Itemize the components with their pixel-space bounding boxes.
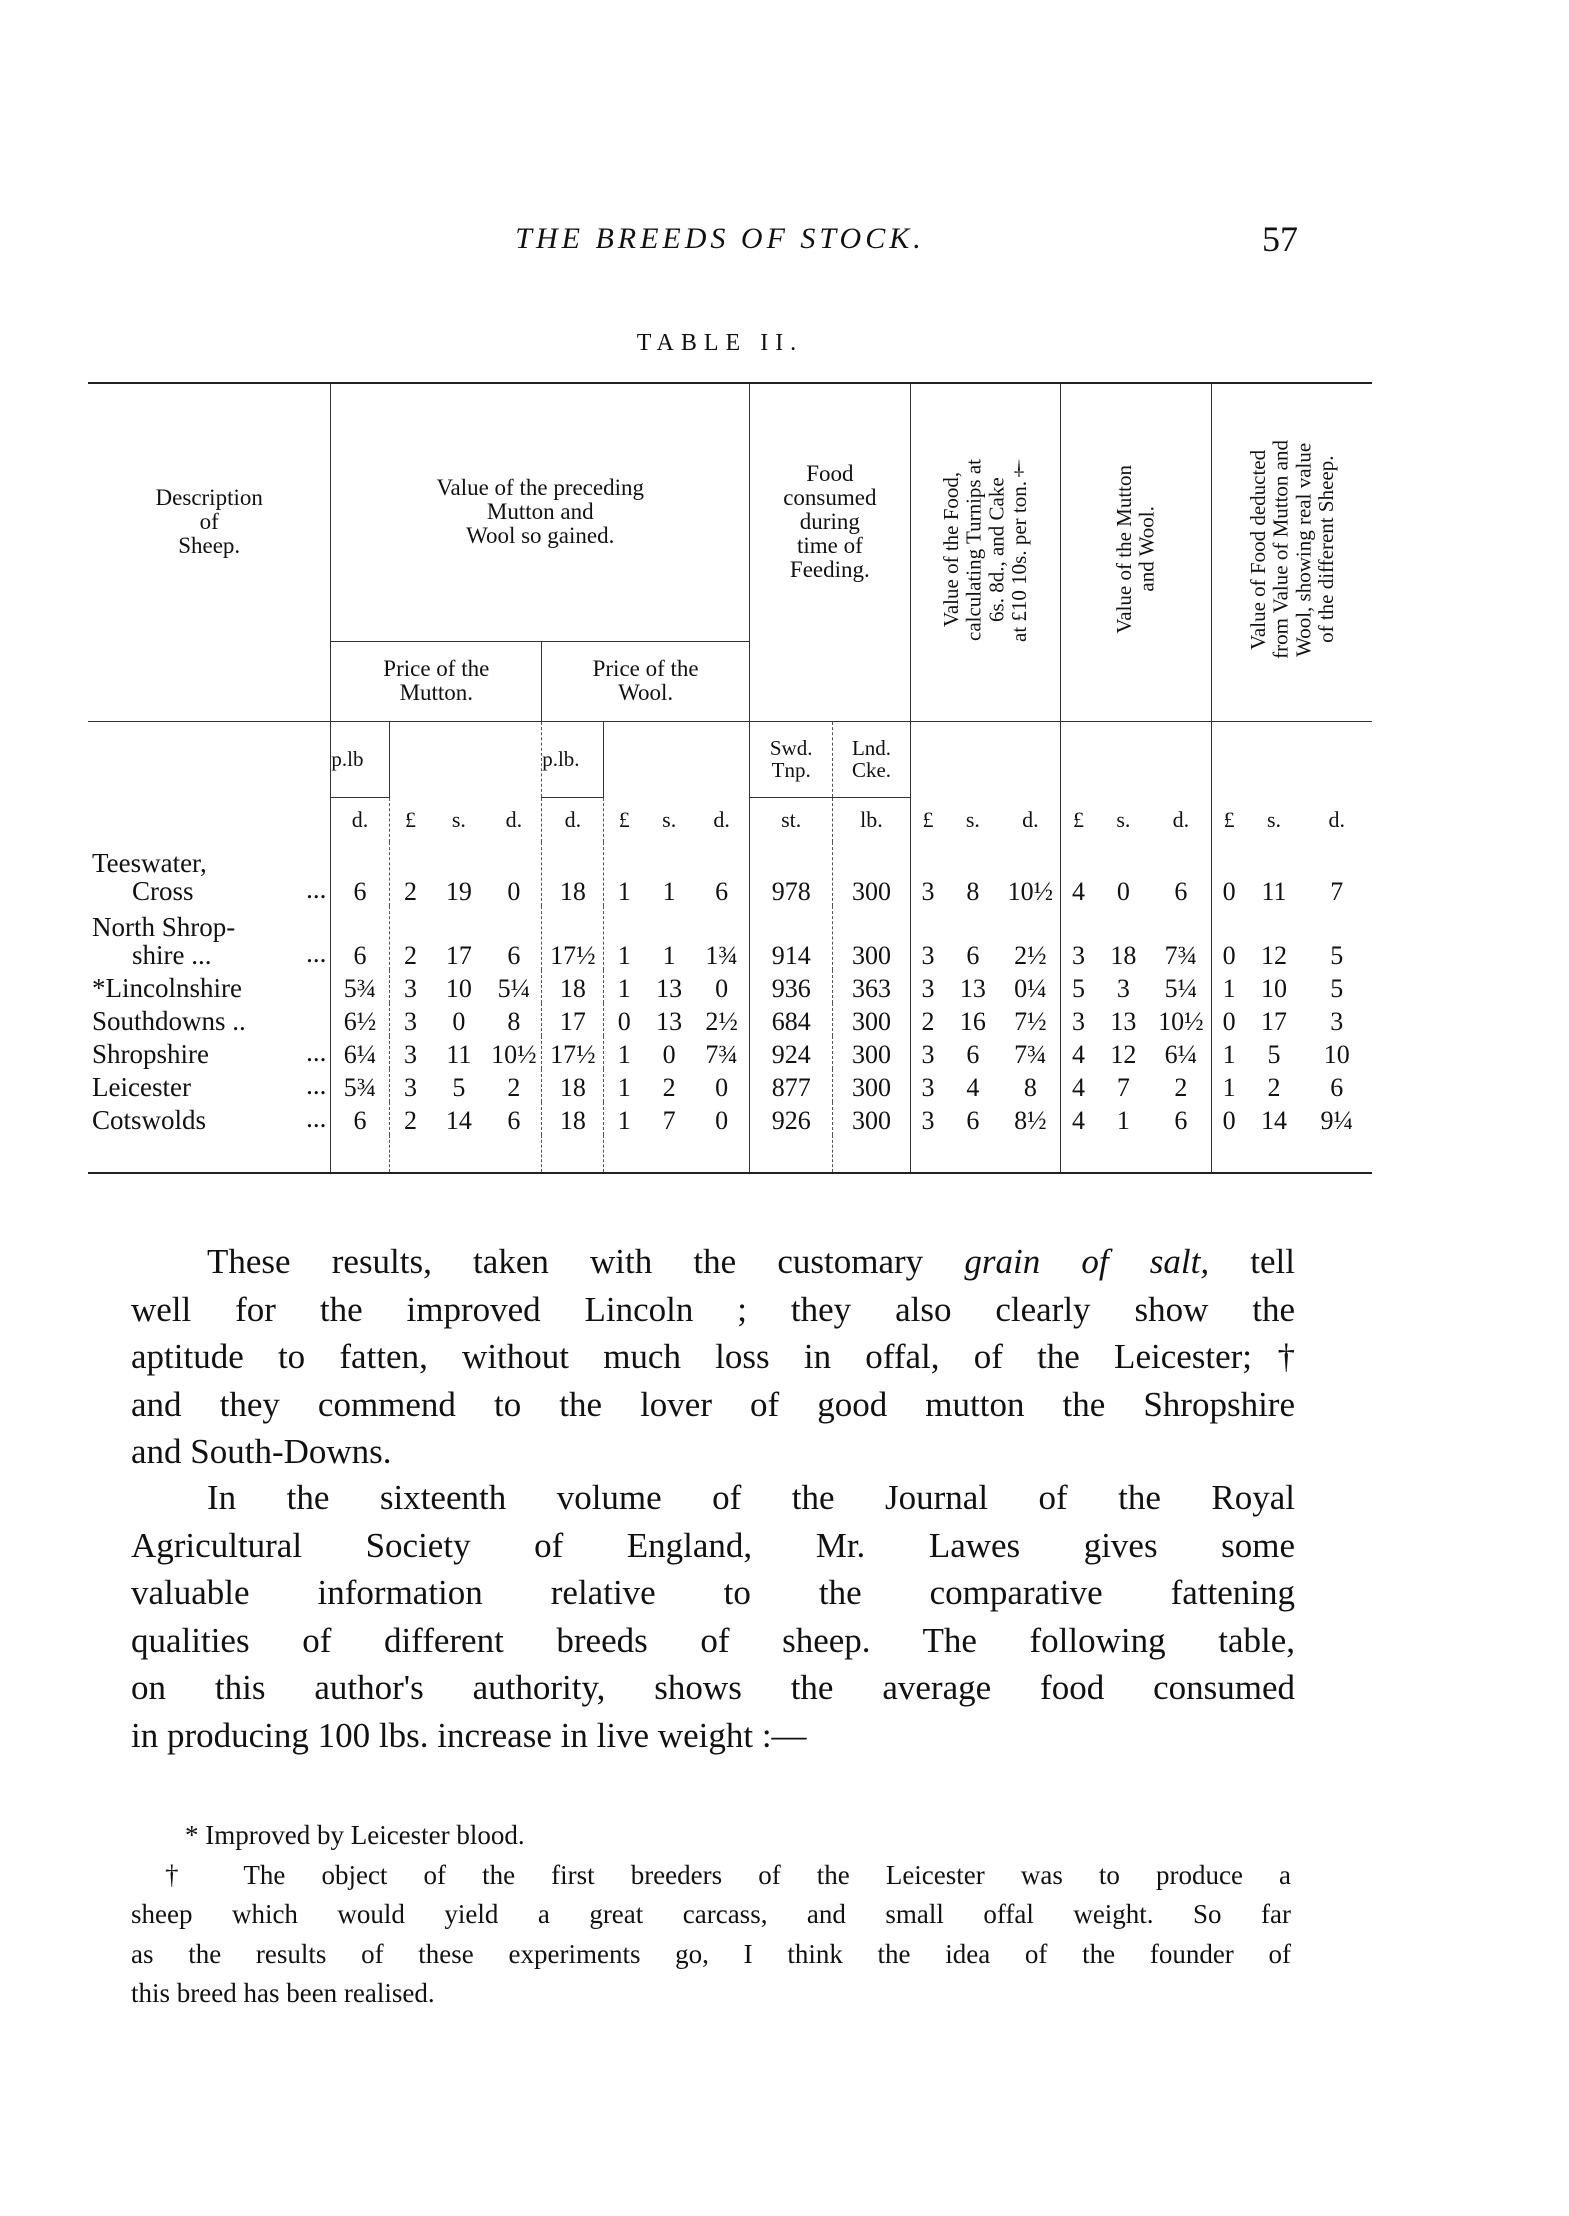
table-cell: 3 — [389, 1036, 431, 1069]
dot-leader: ... — [306, 1103, 327, 1134]
table-cell: 5 — [1267, 1040, 1281, 1070]
table-cell: 363 — [833, 970, 910, 1003]
dot-leader: ... — [306, 1070, 327, 1101]
blank-cell — [833, 1135, 910, 1173]
table-cell: 1 — [1211, 970, 1246, 1003]
table-cell: 17 — [542, 1003, 604, 1036]
blank-cell — [88, 1135, 331, 1173]
breed-name-line: Shropshire — [92, 1039, 209, 1070]
rotated-header — [1113, 465, 1158, 634]
table-cell: 13 — [959, 974, 986, 1004]
header-line: Cke. — [851, 758, 892, 782]
unit-label: £ — [1061, 797, 1096, 842]
table-cell: 12 — [1260, 941, 1287, 971]
table-cell: 17½ — [542, 906, 604, 970]
table-cell: 3 — [910, 1102, 945, 1135]
blank-cell — [1246, 1135, 1301, 1173]
header-line: consumed — [783, 485, 877, 511]
table-cell: 0 — [715, 974, 729, 1004]
table-cell: 6½ — [331, 1003, 389, 1036]
unit-label: d. — [1022, 806, 1039, 832]
blank-cell — [750, 1135, 833, 1173]
unit-label: d. — [1172, 806, 1190, 832]
header-line: Value of Food deducted — [1245, 449, 1270, 650]
table-cell: 1 — [1211, 1069, 1246, 1102]
table-cell: 7 — [1330, 877, 1344, 907]
table-cell: 16 — [959, 1007, 986, 1037]
sheep-table — [88, 382, 1372, 1174]
table-cell: 6 — [1330, 1073, 1344, 1103]
breed-name — [88, 1069, 331, 1102]
header-line: Mutton. — [399, 680, 474, 705]
table-cell: 13 — [656, 974, 683, 1004]
table-cell: 3 — [910, 906, 945, 970]
table-cell: 7¾ — [1014, 1040, 1047, 1070]
table-spacer — [88, 1135, 1372, 1173]
table-cell: 3 — [1061, 906, 1096, 970]
footnote-line: sheep which would yield a great carcass, and small offal weight. So far — [131, 1899, 1291, 1929]
header-plb-wool: p.lb. — [542, 721, 604, 797]
unit-label: d. — [542, 797, 604, 842]
breed-name — [88, 842, 331, 906]
table-cell: 0 — [507, 877, 521, 907]
table-cell: 7½ — [1014, 1007, 1047, 1037]
blank-cell — [694, 1135, 749, 1173]
blank-cell — [431, 1135, 486, 1173]
table-cell: 1¾ — [705, 941, 738, 971]
table-cell: 9¼ — [1320, 1106, 1354, 1136]
header-line: and Wool. — [1134, 506, 1159, 593]
table-cell: 2 — [389, 1102, 431, 1135]
header-line: Swd. — [769, 735, 813, 760]
table-cell: 3 — [389, 970, 431, 1003]
header-line: Value of the Mutton — [1112, 465, 1137, 634]
table-cell: 1 — [1211, 1036, 1246, 1069]
table-cell: 6 — [1174, 877, 1188, 907]
header-line: time of — [796, 533, 863, 559]
header-price-mutton — [331, 641, 542, 721]
header-line: Sheep. — [178, 533, 241, 559]
blank-cell — [389, 1135, 431, 1173]
table-cell: 978 — [750, 842, 833, 906]
unit-label: s. — [1266, 806, 1282, 832]
blank-cell — [1061, 721, 1212, 797]
blank-cell — [88, 797, 331, 842]
table-cell: 18 — [542, 1069, 604, 1102]
table-cell: 5¾ — [331, 970, 389, 1003]
blank-cell — [331, 1135, 389, 1173]
table-cell: 1 — [604, 842, 644, 906]
table-cell: 8 — [1023, 1073, 1037, 1103]
header-value-preceding — [331, 383, 750, 641]
table-cell: 1 — [1116, 1106, 1130, 1136]
table-cell: 13 — [1110, 1007, 1137, 1037]
header-line: Description — [155, 485, 263, 511]
table-cell: 10 — [1323, 1040, 1350, 1070]
unit-label: d. — [505, 806, 523, 832]
table-cell: 18 — [1110, 941, 1137, 971]
table-cell: 17 — [445, 941, 472, 971]
breed-name-line: Cotswolds — [92, 1105, 207, 1136]
table-cell: 10½ — [1007, 877, 1054, 907]
blank-cell — [910, 1135, 945, 1173]
table-cell: 6 — [331, 842, 389, 906]
table-cell: 914 — [750, 906, 833, 970]
table-cell: 6 — [1174, 1106, 1188, 1136]
table-cell: 18 — [542, 970, 604, 1003]
table-cell: 6 — [966, 941, 980, 971]
header-description — [88, 383, 331, 721]
table-cell: 2 — [389, 842, 431, 906]
table-cell: 0 — [452, 1007, 466, 1037]
table-cell: 11 — [1261, 877, 1287, 907]
text-line: well for the improved Lincoln ; they also clearly show the — [131, 1289, 1295, 1329]
header-line: Mutton and — [486, 499, 594, 525]
blank-cell — [1096, 1135, 1151, 1173]
blank-cell — [88, 721, 331, 797]
unit-label: £ — [389, 797, 431, 842]
table-cell: 11 — [446, 1040, 472, 1070]
blank-cell — [1151, 1135, 1211, 1173]
table-row — [88, 1036, 1372, 1069]
blank-cell — [1061, 1135, 1096, 1173]
unit-label: £ — [910, 797, 945, 842]
breed-name-line: *Lincolnshire — [92, 973, 242, 1004]
header-plb-mutton: p.lb — [331, 721, 389, 797]
table-cell: 5¼ — [497, 974, 531, 1004]
table-cell: 6¼ — [331, 1036, 389, 1069]
text-line: on this author's authority, shows the average food consumed — [131, 1668, 1295, 1707]
table-cell: 13 — [656, 1007, 683, 1037]
text-line: valuable information relative to the comparative fattening — [131, 1573, 1295, 1612]
table-cell: 300 — [833, 906, 910, 970]
text-line: aptitude to fatten, without much loss in offal, of the Leicester;† — [131, 1337, 1295, 1376]
table-cell: 3 — [910, 1069, 945, 1102]
table-cell: 4 — [1061, 1069, 1096, 1102]
blank-cell — [1211, 1135, 1246, 1173]
header-line: Food — [806, 460, 854, 486]
table-cell: 926 — [750, 1102, 833, 1135]
table-cell: 10½ — [491, 1040, 537, 1070]
table-cell: 0 — [1211, 1003, 1246, 1036]
unit-label: st. — [750, 797, 833, 842]
table-cell: 3 — [1330, 1007, 1344, 1037]
text-line: and South-Downs. — [131, 1432, 392, 1471]
table-cell: 1 — [604, 970, 644, 1003]
header-line: Feeding. — [789, 557, 870, 583]
blank-cell — [604, 721, 750, 797]
unit-label: s. — [662, 806, 677, 832]
blank-cell — [1000, 1135, 1060, 1173]
table-cell: 3 — [910, 970, 945, 1003]
table-cell: 6 — [331, 906, 389, 970]
breed-name-line: North Shrop- — [92, 911, 236, 942]
blank-cell — [644, 1135, 694, 1173]
footnotes — [131, 1816, 1291, 2014]
table-cell: 2½ — [1014, 941, 1047, 971]
table-cell: 300 — [833, 1069, 910, 1102]
table-cell: 7¾ — [1164, 941, 1198, 971]
table-cell: 4 — [1061, 842, 1096, 906]
header-line: at £10 10s. per ton.† — [1007, 457, 1032, 643]
breed-name — [88, 906, 331, 970]
table-cell: 4 — [1061, 1036, 1096, 1069]
footnote-dagger: † The object of the first breeders of the Leicester was to produce a — [165, 1859, 1291, 1890]
table-cell: 1 — [662, 941, 676, 971]
breed-name — [88, 970, 331, 1003]
table-cell: 17 — [1260, 1007, 1287, 1037]
unit-label: d. — [713, 806, 730, 832]
footnote-star: * Improved by Leicester blood. — [185, 1820, 525, 1850]
table-row — [88, 970, 1372, 1003]
table-cell: 8 — [966, 877, 980, 907]
text-line: in producing 100 lbs. increase in live weight :— — [131, 1715, 807, 1755]
table-cell: 10½ — [1158, 1007, 1204, 1037]
table-cell: 6 — [715, 877, 729, 907]
breed-name — [88, 1102, 331, 1135]
breed-name-line: Cross — [132, 876, 194, 907]
table-cell: 6 — [331, 1102, 389, 1135]
text-line: In the sixteenth volume of the Journal of the Royal — [207, 1478, 1295, 1517]
header-line: Wool. — [618, 680, 674, 705]
table-cell: 3 — [389, 1069, 431, 1102]
header-line: Value of the preceding — [436, 475, 644, 501]
table-cell: 0¼ — [1014, 974, 1047, 1004]
table-cell: 5¾ — [331, 1069, 389, 1102]
footnote-line: as the results of these experiments go, I think the idea of the founder of — [131, 1938, 1291, 1969]
table-cell: 3 — [1061, 1003, 1096, 1036]
unit-label: £ — [1211, 797, 1246, 842]
blank-cell — [542, 1135, 604, 1173]
header-line: Wool so gained. — [466, 523, 615, 549]
table-cell: 1 — [604, 1069, 644, 1102]
table-cell: 1 — [604, 906, 644, 970]
header-line: of — [199, 509, 219, 535]
table-cell: 6 — [966, 1040, 980, 1070]
table-cell: 8 — [507, 1007, 521, 1037]
table-cell: 2 — [1267, 1073, 1281, 1103]
paragraph-1 — [131, 1238, 1295, 1476]
text-line: Agricultural Society of England, Mr. Lawes gives some — [131, 1525, 1295, 1565]
blank-cell — [604, 1135, 644, 1173]
table-cell: 5 — [1061, 970, 1096, 1003]
table-cell: 5 — [1330, 974, 1344, 1004]
unit-label: d. — [331, 797, 389, 842]
rotated-header — [1247, 440, 1338, 659]
breed-name — [88, 1036, 331, 1069]
breed-name-line: Leicester — [92, 1072, 191, 1103]
table-cell: 924 — [750, 1036, 833, 1069]
blank-cell — [487, 1135, 542, 1173]
text-line: and they commend to the lover of good mutton the Shropshire — [131, 1384, 1295, 1424]
table-cell: 2 — [389, 906, 431, 970]
header-line: 6s. 8d., and Cake — [984, 477, 1009, 622]
header-line: Wool, showing real value — [1290, 442, 1315, 657]
table-cell: 2½ — [705, 1007, 738, 1037]
header-line: Price of the — [592, 655, 699, 681]
table-cell: 6 — [966, 1106, 980, 1136]
table-cell: 1 — [662, 877, 676, 907]
breed-name-line: Southdowns .. — [92, 1006, 246, 1037]
table-cell: 3 — [1116, 974, 1130, 1004]
table-cell: 3 — [910, 842, 945, 906]
table-cell: 10 — [445, 974, 472, 1004]
table-cell: 5 — [1330, 941, 1344, 971]
dot-leader: ... — [306, 938, 327, 969]
table-cell: 2 — [910, 1003, 945, 1036]
table-cell: 12 — [1110, 1040, 1137, 1070]
dot-leader: ... — [306, 1037, 327, 1068]
unit-label: d. — [1328, 806, 1346, 832]
table-cell: 17½ — [542, 1036, 604, 1069]
blank-cell — [945, 1135, 1000, 1173]
table-cell: 6 — [507, 1106, 521, 1136]
table-cell: 7¾ — [705, 1040, 738, 1070]
table-cell: 300 — [833, 1102, 910, 1135]
italic-phrase: grain of salt, — [964, 1242, 1210, 1281]
table-cell: 18 — [542, 1102, 604, 1135]
table-cell: 0 — [1211, 842, 1246, 906]
table-cell: 0 — [1211, 1102, 1246, 1135]
table-row — [88, 1102, 1372, 1135]
header-value-food — [910, 383, 1061, 721]
table-cell: 300 — [833, 1003, 910, 1036]
table-cell: 6 — [507, 941, 521, 971]
blank-cell — [1211, 721, 1372, 797]
header-line: from Value of Mutton and — [1268, 440, 1293, 660]
text-line: qualities of different breeds of sheep. The following table, — [131, 1620, 1295, 1660]
table-cell: 0 — [1116, 877, 1130, 907]
table-row — [88, 906, 1372, 970]
paragraph-2 — [131, 1474, 1295, 1759]
table-cell: 1 — [604, 1102, 644, 1135]
table-cell: 3 — [910, 1036, 945, 1069]
table-cell: 4 — [1061, 1102, 1096, 1135]
blank-cell — [389, 721, 542, 797]
table-cell: 3 — [389, 1003, 431, 1036]
table-cell: 0 — [604, 1003, 644, 1036]
table-cell: 4 — [966, 1073, 980, 1103]
table-row — [88, 1003, 1372, 1036]
footnote-line: this breed has been realised. — [131, 1978, 435, 2008]
table-cell: 14 — [445, 1106, 472, 1136]
header-line: Tnp. — [771, 758, 811, 782]
table-cell: 300 — [833, 1036, 910, 1069]
header-line: Price of the — [383, 655, 490, 681]
table-cell: 7 — [662, 1106, 676, 1136]
blank-cell — [910, 721, 1061, 797]
table-cell: 5¼ — [1164, 974, 1198, 1004]
table-cell: 1 — [604, 1036, 644, 1069]
header-line: calculating Turnips at — [961, 458, 986, 641]
table-cell: 8½ — [1014, 1106, 1047, 1136]
table-cell: 0 — [1211, 906, 1246, 970]
unit-label: s. — [1116, 806, 1131, 832]
table-cell: 18 — [542, 842, 604, 906]
table-cell: 936 — [750, 970, 833, 1003]
table-cell: 14 — [1260, 1106, 1287, 1136]
blank-cell — [1302, 1135, 1372, 1173]
header-line: Lnd. — [851, 735, 892, 760]
unit-label: lb. — [833, 797, 910, 842]
table-cell: 7 — [1116, 1073, 1130, 1103]
text-line — [131, 1238, 1295, 1286]
table-cell: 300 — [833, 842, 910, 906]
breed-name-line: shire ... — [132, 940, 212, 971]
header-line: during — [799, 509, 860, 535]
table-cell: 0 — [662, 1040, 676, 1070]
table-cell: 2 — [662, 1073, 676, 1103]
table-row — [88, 1069, 1372, 1102]
header-value-mutton-wool — [1061, 383, 1212, 721]
table-row — [88, 842, 1372, 906]
header-line: Value of the Food, — [939, 472, 964, 628]
header-food-consumed — [750, 383, 911, 721]
unit-label: s. — [451, 806, 466, 832]
table-cell: 5 — [452, 1073, 466, 1103]
header-swd-tnp — [750, 721, 833, 797]
table-cell: 877 — [750, 1069, 833, 1102]
table-title: TABLE II. — [636, 330, 804, 356]
table-cell: 2 — [1174, 1073, 1188, 1103]
page-number: 57 — [1262, 219, 1298, 259]
breed-name — [88, 1003, 331, 1036]
table-cell: 10 — [1260, 974, 1287, 1004]
unit-label: £ — [604, 797, 644, 842]
table-cell: 19 — [445, 877, 472, 907]
dot-leader: ... — [306, 874, 327, 905]
table-cell: 6¼ — [1164, 1040, 1198, 1070]
table-cell: 2 — [507, 1073, 521, 1103]
table-cell: 0 — [715, 1073, 729, 1103]
text-span: These results, taken with the customary — [207, 1242, 965, 1281]
units-row — [88, 797, 1372, 842]
table-cell: 684 — [750, 1003, 833, 1036]
header-value-real — [1211, 383, 1372, 721]
rotated-header — [940, 457, 1031, 642]
breed-name-line: Teeswater, — [92, 847, 207, 878]
table-cell: 0 — [715, 1106, 729, 1136]
header-price-wool — [542, 641, 750, 721]
unit-label: s. — [965, 806, 980, 832]
header-line: of the different Sheep. — [1313, 455, 1338, 644]
running-head: THE BREEDS OF STOCK. — [515, 222, 925, 255]
text-span: tell — [1209, 1242, 1295, 1281]
header-lnd-cke — [833, 721, 910, 797]
